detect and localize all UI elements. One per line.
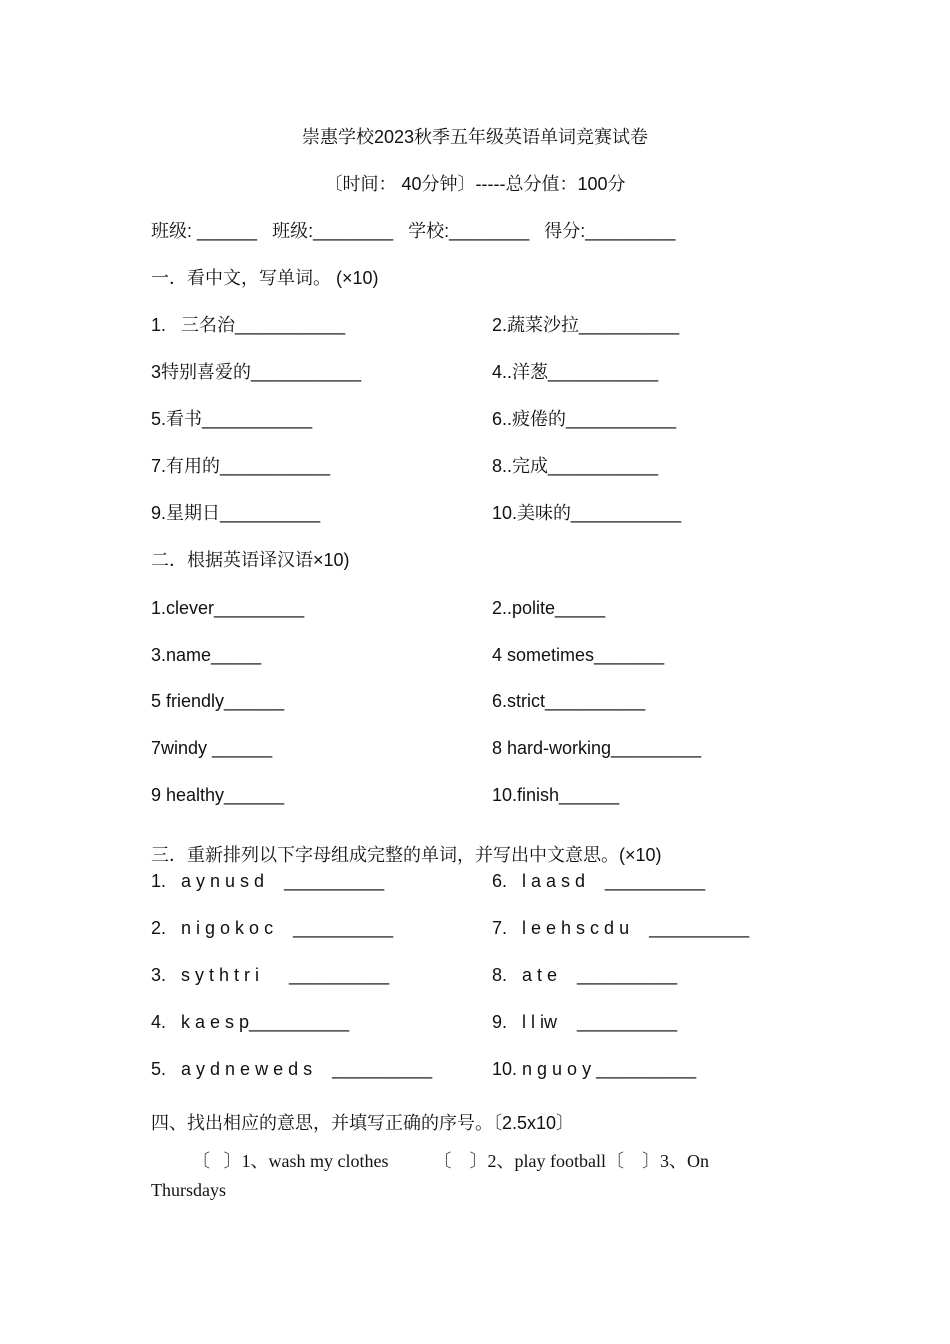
section1-item: 2.蔬菜沙拉__________ xyxy=(492,315,680,335)
section3-item: 8. a t e __________ xyxy=(492,965,678,985)
section3-item: 9. l l iw __________ xyxy=(492,1012,678,1032)
section1-item: 6..疲倦的___________ xyxy=(492,409,677,429)
section3-heading: 三．重新排列以下字母组成完整的单词，并写出中文意思。(×10) xyxy=(151,845,662,865)
section1-item: 8..完成___________ xyxy=(492,456,659,476)
exam-subtitle: 〔时间： 40分钟〕-----总分值：100分 xyxy=(324,174,626,194)
section2-item: 2..polite_____ xyxy=(492,598,606,618)
section1-item: 7.有用的___________ xyxy=(151,456,331,476)
section3-item: 10. n g u o y __________ xyxy=(492,1059,697,1079)
section1-item: 10.美味的___________ xyxy=(492,503,682,523)
section4-line: 〔 〕1、wash my clothes 〔 〕2、play football〔 〕3、On xyxy=(192,1151,709,1171)
section2-item: 4 sometimes_______ xyxy=(492,645,665,665)
section2-item: 1.clever_________ xyxy=(151,598,305,618)
exam-title: 崇惠学校2023秋季五年级英语单词竞赛试卷 xyxy=(301,127,649,147)
section1-item: 1. 三名治___________ xyxy=(151,315,346,335)
section2-item: 7windy ______ xyxy=(151,738,273,758)
section2-item: 9 healthy______ xyxy=(151,785,285,805)
section3-item: 4. k a e s p__________ xyxy=(151,1012,350,1032)
section3-item: 3. s y t h t r i __________ xyxy=(151,965,390,985)
section3-item: 1. a y n u s d __________ xyxy=(151,871,385,891)
section4-line: Thursdays xyxy=(151,1180,226,1200)
section1-item: 9.星期日__________ xyxy=(151,503,321,523)
section2-heading: 二．根据英语译汉语×10) xyxy=(151,550,350,570)
section3-item: 2. n i g o k o c __________ xyxy=(151,918,394,938)
section2-item: 3.name_____ xyxy=(151,645,262,665)
section2-item: 5 friendly______ xyxy=(151,691,285,711)
section4-heading: 四、找出相应的意思，并填写正确的序号。〔2.5x10〕 xyxy=(151,1113,575,1133)
section2-item: 10.finish______ xyxy=(492,785,620,805)
section1-item: 5.看书___________ xyxy=(151,409,313,429)
section2-item: 6.strict__________ xyxy=(492,691,646,711)
section1-heading: 一．看中文，写单词。 (×10) xyxy=(151,268,379,288)
section1-item: 4..洋葱___________ xyxy=(492,362,659,382)
section3-item: 6. l a a s d __________ xyxy=(492,871,706,891)
section3-item: 7. l e e h s c d u __________ xyxy=(492,918,750,938)
section1-item: 3特别喜爱的___________ xyxy=(151,362,362,382)
section2-item: 8 hard-working_________ xyxy=(492,738,702,758)
section3-item: 5. a y d n e w e d s __________ xyxy=(151,1059,433,1079)
student-info-line: 班级: ______ 班级:________ 学校:________ 得分:_________ xyxy=(151,221,676,241)
